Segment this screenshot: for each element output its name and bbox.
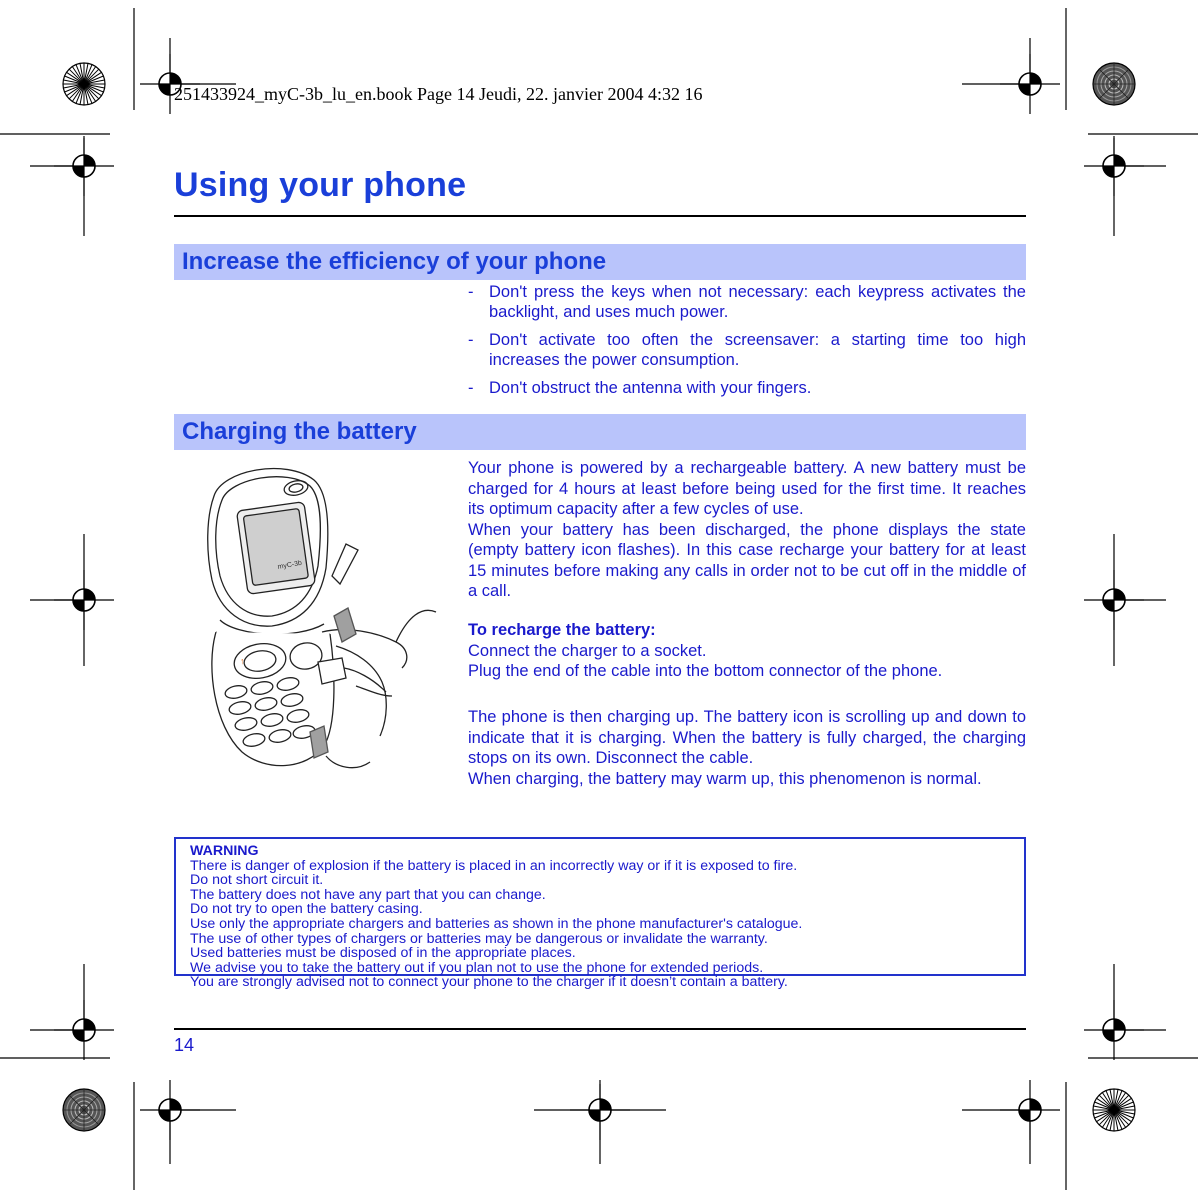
charging-paragraph-4: When charging, the battery may warm up, this phenomenon is normal. <box>468 769 982 788</box>
charging-paragraph-2: When your battery has been discharged, the phone displays the state (empty battery icon flashes). In this case recharge your battery for at least 15 minutes before making any calls in order not to be cut off in the middle of a call. <box>468 520 1026 600</box>
recharge-step-1: Connect the charger to a socket. <box>468 641 707 660</box>
recharge-steps <box>468 620 1026 682</box>
svg-text:↑: ↑ <box>240 656 245 666</box>
charging-paragraph-3: The phone is then charging up. The battery icon is scrolling up and down to indicate that it is charging. When the battery is fully charged, the charging stops on its own. Disconnect the cable. <box>468 708 1026 767</box>
warning-line: The use of other types of chargers or batteries may be dangerous or invalidate the warranty. <box>190 930 768 947</box>
warning-line: There is danger of explosion if the battery is placed in an incorrectly way or if it is exposed to fire. <box>190 857 798 874</box>
list-item: - Don't press the keys when not necessary: each keypress activates the backlight, and uses much power. <box>468 282 1026 322</box>
recharge-step-2: Plug the end of the cable into the bottom connector of the phone. <box>468 662 943 680</box>
page-title: Using your phone <box>174 166 467 204</box>
footer-rule <box>174 1028 1026 1030</box>
warning-title: WARNING <box>190 843 259 859</box>
charging-intro <box>468 458 1026 602</box>
list-item: - Don't activate too often the screensaver: a starting time too high increases the power consumption. <box>468 330 1026 370</box>
warning-box <box>174 837 1026 991</box>
warning-line: Do not short circuit it. <box>190 872 324 889</box>
list-item: - Don't obstruct the antenna with your fingers. <box>468 378 1026 398</box>
recharge-heading: To recharge the battery: <box>468 621 656 639</box>
warning-line: The battery does not have any part that you can change. <box>190 886 546 903</box>
warning-line: You are strongly advised not to connect your phone to the charger if it doesn’t contain a battery. <box>190 974 788 991</box>
efficiency-tips-list <box>468 282 1026 406</box>
warning-line: We advise you to take the battery out if you plan not to use the phone for extended periods. <box>190 959 764 976</box>
phone-charging-illustration <box>196 456 460 774</box>
warning-line: Do not try to open the battery casing. <box>190 901 423 918</box>
title-rule <box>174 215 1026 217</box>
charging-paragraph-1: Your phone is powered by a rechargeable battery. A new battery must be charged for 4 hours at least before being used for the first time. It reaches its optimum capacity after a few cycles of use. <box>468 459 1026 518</box>
phone-brand-label: myC-3b <box>277 559 303 571</box>
section-heading-charging: Charging the battery <box>174 414 1026 450</box>
charging-status <box>468 707 1026 789</box>
section-heading-efficiency: Increase the efficiency of your phone <box>174 244 1026 280</box>
warning-line: Used batteries must be disposed of in the appropriate places. <box>190 945 576 962</box>
book-header-info: 251433924_myC-3b_lu_en.book Page 14 Jeudi, 22. janvier 2004 4:32 16 <box>174 84 703 104</box>
page-number: 14 <box>174 1035 195 1055</box>
warning-line: Use only the appropriate chargers and batteries as shown in the phone manufacturer's catalogue. <box>190 915 803 932</box>
